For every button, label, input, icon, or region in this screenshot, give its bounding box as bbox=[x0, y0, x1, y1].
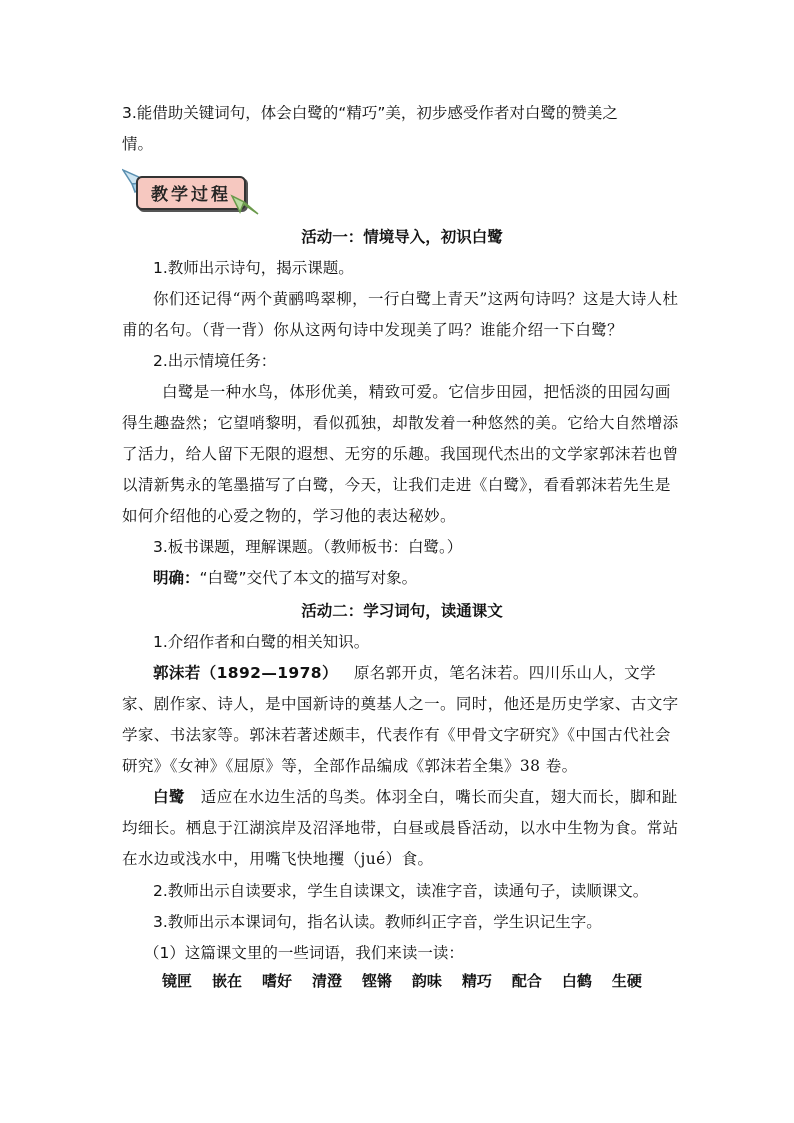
author-text: 原名郭开贞，笔名沫若。四川乐山人，文学家、剧作家、诗人，是中国新诗的奠基人之一。同时，他还是历史学家、古文字学家、书法家等。郭沫若著述颇丰，代表作有《甲骨文字研究》《中国古代社会研究》《女神》《屈原》等，全部作品编成《郭沫若全集》38 卷。 bbox=[122, 664, 679, 775]
activity-2-heading: 活动二：学习词句，读通课文 bbox=[301, 602, 503, 620]
banner-label: 教学过程 bbox=[151, 185, 231, 205]
teaching-process-banner bbox=[122, 168, 262, 220]
vocab-word: 嗜好 bbox=[261, 972, 292, 990]
activity-1-step-1-text: 你们还记得“两个黄鹂鸣翠柳，一行白鹭上青天”这两句诗吗？这是大诗人杜甫的名句。（背一背）你从这两句诗中发现美了吗？谁能介绍一下白鹭？ bbox=[122, 290, 679, 339]
vocab-word: 镜匣 bbox=[162, 972, 193, 990]
activity-2-step-1: 1.介绍作者和白鹭的相关知识。 bbox=[153, 633, 370, 651]
clarify-label: 明确： bbox=[153, 569, 200, 587]
clarify-text: “白鹭”交代了本文的描写对象。 bbox=[199, 569, 418, 587]
vocab-word: 配合 bbox=[511, 972, 542, 990]
objective-line-2: 情。 bbox=[122, 135, 154, 153]
activity-1-step-1: 1.教师出示诗句，揭示课题。 bbox=[153, 259, 354, 277]
egret-label: 白鹭 bbox=[153, 788, 185, 806]
egret-intro bbox=[122, 782, 682, 875]
author-label: 郭沫若（1892—1978） bbox=[153, 664, 338, 682]
vocab-word: 清澄 bbox=[311, 972, 342, 990]
activity-1-situation-text: 白鹭是一种水鸟，体形优美，精致可爱。它信步田园，把恬淡的田园勾画得生趣盎然；它望哨黎明，看似孤独，却散发着一种悠然的美。它给大自然增添了活力，给人留下无限的遐想、无穷的乐趣。我国现代杰出的文学家郭沫若也曾以清新隽永的笔墨描写了白鹭，今天，让我们走进《白鹭》，看看郭沫若先生是如何介绍他的心爱之物的，学习他的表达秘妙。 bbox=[122, 383, 679, 525]
activity-2-step-2: 2.教师出示自读要求，学生自读课文，读准字音，读通句子，读顺课文。 bbox=[153, 882, 649, 900]
vocab-word: 精巧 bbox=[461, 972, 492, 990]
objective-line-1: 3.能借助关键词句，体会白鹭的“精巧”美，初步感受作者对白鹭的赞美之 bbox=[122, 104, 618, 122]
paper-plane-right-icon bbox=[230, 192, 260, 218]
author-intro bbox=[122, 658, 682, 782]
activity-1-step-3: 3.板书课题，理解课题。（教师板书：白鹭。） bbox=[153, 538, 463, 556]
activity-1-heading: 活动一：情境导入，初识白鹭 bbox=[301, 228, 503, 246]
vocab-word: 嵌在 bbox=[211, 972, 242, 990]
activity-1-clarify bbox=[122, 563, 682, 594]
vocab-word: 韵味 bbox=[411, 972, 442, 990]
vocab-word: 铿锵 bbox=[361, 972, 392, 990]
egret-text: 适应在水边生活的鸟类。体羽全白，嘴长而尖直，翅大而长，脚和趾均细长。栖息于江湖滨岸及沼泽地带，白昼或晨昏活动，以水中生物为食。常站在水边或浅水中，用嘴飞快地攫（jué）食。 bbox=[122, 788, 679, 868]
vocab-word: 白鹤 bbox=[561, 972, 592, 990]
activity-1-step-2: 2.出示情境任务： bbox=[153, 352, 277, 370]
vocabulary-list bbox=[122, 970, 682, 991]
activity-2-sub-1: （1）这篇课文里的一些词语，我们来读一读： bbox=[144, 944, 464, 962]
activity-2-step-3: 3.教师出示本课词句，指名认读。教师纠正字音，学生识记生字。 bbox=[153, 913, 602, 931]
vocab-word: 生硬 bbox=[611, 972, 642, 990]
